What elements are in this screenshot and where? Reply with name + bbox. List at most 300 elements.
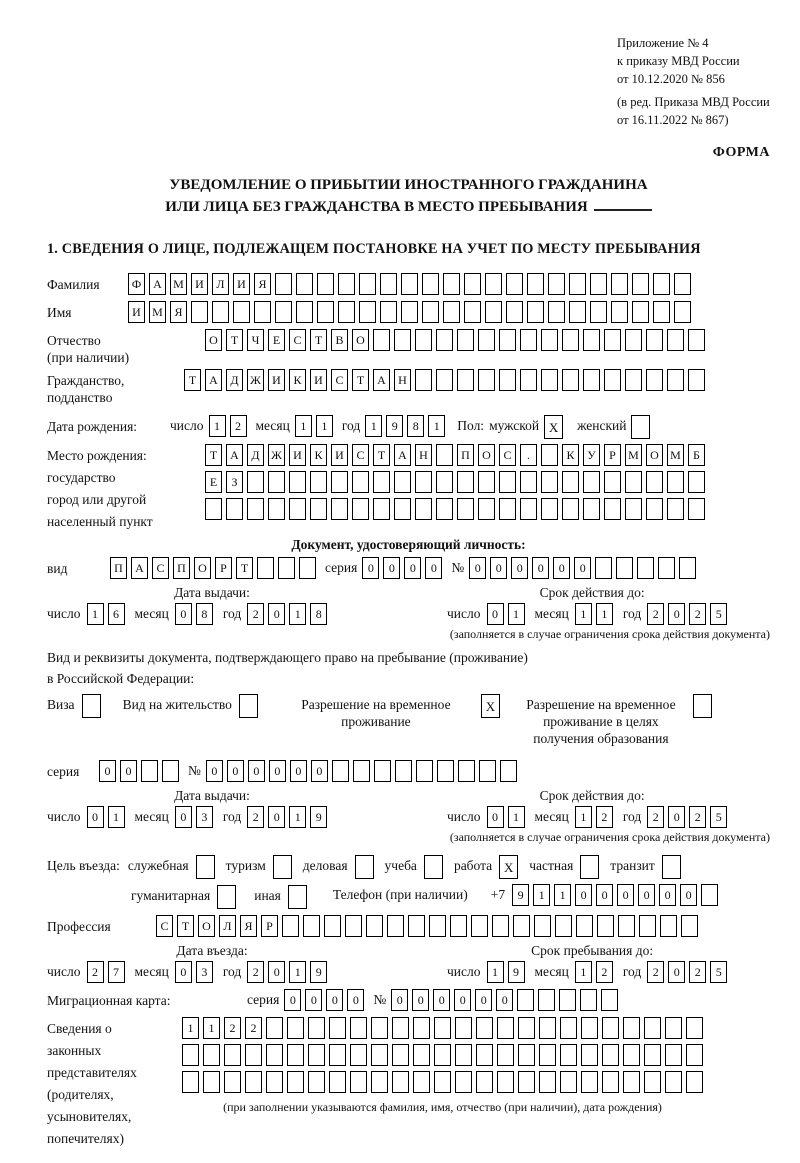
surname-cell[interactable] [464,273,481,295]
until-month-cell[interactable]: 2 [596,961,613,983]
identity-issue-year-cell[interactable]: 2 [247,603,264,625]
stay-number-cell[interactable]: 0 [206,760,223,782]
profession-cell[interactable]: Л [219,915,236,937]
citizenship-cell[interactable]: Д [226,369,243,391]
identity-expiry-month-cell[interactable]: 1 [596,603,613,625]
birth-place-cell[interactable]: Р [604,444,621,466]
citizenship-cell[interactable]: А [205,369,222,391]
stay-number-cell[interactable] [416,760,433,782]
legal-cell[interactable] [665,1044,682,1066]
surname-cell[interactable]: И [233,273,250,295]
identity-issue-day-cell[interactable]: 1 [87,603,104,625]
migration-number-cell[interactable]: 0 [433,989,450,1011]
birth-place-cell[interactable] [625,471,642,493]
patronymic-cell[interactable] [562,329,579,351]
stay-expiry-month-cell[interactable]: 1 [575,806,592,828]
stay-issue-day-cell[interactable]: 1 [108,806,125,828]
birth-place-cell[interactable] [415,471,432,493]
birth-day-cell[interactable]: 2 [230,415,247,437]
birth-place-cell[interactable]: Д [247,444,264,466]
birth-place-cell[interactable] [562,498,579,520]
stay-expiry-year-cell[interactable]: 5 [710,806,727,828]
birth-place-cell[interactable] [478,471,495,493]
birth-place-cell[interactable] [604,498,621,520]
profession-cell[interactable] [534,915,551,937]
birth-place-cell[interactable]: А [226,444,243,466]
surname-cell[interactable] [401,273,418,295]
legal-cell[interactable] [518,1017,535,1039]
birth-month-cell[interactable]: 1 [295,415,312,437]
birth-place-cell[interactable] [352,471,369,493]
surname-cell[interactable] [569,273,586,295]
birth-place-cell[interactable] [541,498,558,520]
profession-cell[interactable] [639,915,656,937]
given-name-cell[interactable] [422,301,439,323]
legal-cell[interactable] [413,1017,430,1039]
legal-cell[interactable] [392,1044,409,1066]
birth-place-cell[interactable]: К [562,444,579,466]
patronymic-cell[interactable] [436,329,453,351]
legal-cell[interactable] [686,1071,703,1093]
stay-number-cell[interactable] [395,760,412,782]
profession-cell[interactable] [597,915,614,937]
birth-place-cell[interactable] [667,471,684,493]
legal-cell[interactable]: 1 [182,1017,199,1039]
patronymic-cell[interactable] [541,329,558,351]
legal-cell[interactable] [560,1071,577,1093]
profession-cell[interactable] [324,915,341,937]
birth-place-cell[interactable]: Т [373,444,390,466]
temp-residence-education-checkbox-cell[interactable] [693,694,712,718]
migration-series-cell[interactable]: 0 [284,989,301,1011]
migration-number-cell[interactable] [538,989,555,1011]
profession-cell[interactable] [282,915,299,937]
patronymic-cell[interactable] [604,329,621,351]
stay-number-cell[interactable]: 0 [227,760,244,782]
doc-number-cell[interactable] [637,557,654,579]
birth-place-cell[interactable] [499,471,516,493]
stay-expiry-year-cell[interactable]: 2 [647,806,664,828]
doc-number-cell[interactable]: 0 [532,557,549,579]
legal-cell[interactable] [434,1017,451,1039]
doc-kind-cell[interactable] [299,557,316,579]
surname-cell[interactable]: Я [254,273,271,295]
birth-place-cell[interactable]: М [625,444,642,466]
citizenship-cell[interactable] [688,369,705,391]
migration-number-cell[interactable]: 0 [454,989,471,1011]
patronymic-cell[interactable]: О [352,329,369,351]
given-name-cell[interactable] [611,301,628,323]
birth-place-cell[interactable]: Н [415,444,432,466]
legal-cell[interactable] [350,1044,367,1066]
profession-cell[interactable] [660,915,677,937]
legal-cell[interactable] [581,1071,598,1093]
entry-year-cell[interactable]: 0 [268,961,285,983]
phone-cell[interactable]: 0 [596,884,613,906]
given-name-cell[interactable] [569,301,586,323]
identity-expiry-month-cell[interactable]: 1 [575,603,592,625]
legal-cell[interactable] [665,1071,682,1093]
stay-series-cell[interactable] [162,760,179,782]
entry-year-cell[interactable]: 1 [289,961,306,983]
stay-issue-year-cell[interactable]: 1 [289,806,306,828]
legal-cell[interactable] [455,1071,472,1093]
until-year-cell[interactable]: 2 [689,961,706,983]
legal-cell[interactable] [644,1044,661,1066]
birth-place-cell[interactable]: И [331,444,348,466]
legal-cell[interactable]: 2 [245,1017,262,1039]
citizenship-cell[interactable] [583,369,600,391]
identity-issue-year-cell[interactable]: 1 [289,603,306,625]
birth-place-cell[interactable] [310,471,327,493]
legal-cell[interactable] [266,1017,283,1039]
gender-female-checkbox-cell[interactable] [631,415,650,439]
legal-cell[interactable] [371,1071,388,1093]
given-name-cell[interactable] [506,301,523,323]
birth-place-cell[interactable] [562,471,579,493]
legal-cell[interactable] [476,1017,493,1039]
stay-issue-year-cell[interactable]: 0 [268,806,285,828]
profession-cell[interactable] [366,915,383,937]
doc-kind-cell[interactable]: О [194,557,211,579]
birth-place-cell[interactable] [583,498,600,520]
legal-cell[interactable] [203,1044,220,1066]
birth-day-cell[interactable]: 1 [209,415,226,437]
doc-series-cell[interactable]: 0 [425,557,442,579]
birth-place-cell[interactable]: А [394,444,411,466]
birth-place-cell[interactable]: П [457,444,474,466]
identity-issue-day-cell[interactable]: 6 [108,603,125,625]
legal-cell[interactable] [350,1071,367,1093]
birth-place-cell[interactable] [520,498,537,520]
doc-kind-cell[interactable]: С [152,557,169,579]
doc-number-cell[interactable]: 0 [490,557,507,579]
profession-cell[interactable] [492,915,509,937]
given-name-cell[interactable] [233,301,250,323]
business-checkbox-cell[interactable] [355,855,374,879]
profession-cell[interactable] [345,915,362,937]
birth-place-cell[interactable] [541,444,558,466]
birth-place-cell[interactable] [688,471,705,493]
profession-cell[interactable] [618,915,635,937]
identity-expiry-day-cell[interactable]: 0 [487,603,504,625]
birth-place-cell[interactable] [646,498,663,520]
given-name-cell[interactable] [590,301,607,323]
patronymic-cell[interactable] [625,329,642,351]
surname-cell[interactable] [653,273,670,295]
migration-number-cell[interactable]: 0 [496,989,513,1011]
identity-issue-year-cell[interactable]: 0 [268,603,285,625]
stay-number-cell[interactable]: 0 [248,760,265,782]
legal-cell[interactable] [518,1044,535,1066]
legal-cell[interactable] [182,1044,199,1066]
patronymic-cell[interactable]: Ч [247,329,264,351]
legal-cell[interactable] [623,1044,640,1066]
legal-cell[interactable] [392,1071,409,1093]
surname-cell[interactable] [422,273,439,295]
given-name-cell[interactable] [527,301,544,323]
legal-cell[interactable] [371,1017,388,1039]
stay-number-cell[interactable]: 0 [269,760,286,782]
birth-place-cell[interactable]: О [646,444,663,466]
migration-number-cell[interactable] [517,989,534,1011]
birth-place-cell[interactable]: . [520,444,537,466]
legal-cell[interactable] [308,1071,325,1093]
given-name-cell[interactable] [653,301,670,323]
legal-cell[interactable] [686,1017,703,1039]
patronymic-cell[interactable] [457,329,474,351]
entry-month-cell[interactable]: 0 [175,961,192,983]
doc-number-cell[interactable] [595,557,612,579]
legal-cell[interactable] [308,1017,325,1039]
legal-cell[interactable] [602,1017,619,1039]
identity-expiry-year-cell[interactable]: 0 [668,603,685,625]
profession-cell[interactable] [555,915,572,937]
legal-cell[interactable] [539,1071,556,1093]
patronymic-cell[interactable] [394,329,411,351]
study-checkbox-cell[interactable] [424,855,443,879]
patronymic-cell[interactable] [499,329,516,351]
legal-cell[interactable] [539,1044,556,1066]
profession-cell[interactable] [387,915,404,937]
doc-kind-cell[interactable]: А [131,557,148,579]
surname-cell[interactable] [611,273,628,295]
residence-permit-checkbox-cell[interactable] [239,694,258,718]
patronymic-cell[interactable] [667,329,684,351]
birth-place-cell[interactable] [352,498,369,520]
surname-cell[interactable] [275,273,292,295]
birth-year-cell[interactable]: 9 [386,415,403,437]
official-checkbox-cell[interactable] [196,855,215,879]
identity-expiry-year-cell[interactable]: 5 [710,603,727,625]
surname-cell[interactable] [380,273,397,295]
legal-cell[interactable] [602,1071,619,1093]
birth-place-cell[interactable]: С [499,444,516,466]
surname-cell[interactable] [359,273,376,295]
birth-place-cell[interactable] [289,498,306,520]
legal-cell[interactable] [287,1017,304,1039]
patronymic-cell[interactable] [478,329,495,351]
birth-year-cell[interactable]: 1 [428,415,445,437]
patronymic-cell[interactable]: В [331,329,348,351]
migration-series-cell[interactable]: 0 [326,989,343,1011]
doc-series-cell[interactable]: 0 [404,557,421,579]
legal-cell[interactable] [623,1017,640,1039]
citizenship-cell[interactable]: Н [394,369,411,391]
birth-month-cell[interactable]: 1 [316,415,333,437]
until-year-cell[interactable]: 0 [668,961,685,983]
doc-number-cell[interactable]: 0 [511,557,528,579]
birth-place-cell[interactable] [457,498,474,520]
until-month-cell[interactable]: 1 [575,961,592,983]
profession-cell[interactable] [450,915,467,937]
migration-series-cell[interactable]: 0 [347,989,364,1011]
surname-cell[interactable] [527,273,544,295]
patronymic-cell[interactable] [583,329,600,351]
legal-cell[interactable] [287,1071,304,1093]
given-name-cell[interactable] [338,301,355,323]
profession-cell[interactable]: О [198,915,215,937]
private-checkbox-cell[interactable] [580,855,599,879]
surname-cell[interactable]: Ф [128,273,145,295]
legal-cell[interactable] [329,1044,346,1066]
birth-place-cell[interactable] [478,498,495,520]
entry-month-cell[interactable]: 3 [196,961,213,983]
legal-cell[interactable] [644,1071,661,1093]
citizenship-cell[interactable] [541,369,558,391]
patronymic-cell[interactable] [415,329,432,351]
surname-cell[interactable] [338,273,355,295]
phone-cell[interactable]: 1 [533,884,550,906]
patronymic-cell[interactable] [373,329,390,351]
phone-cell[interactable]: 0 [659,884,676,906]
citizenship-cell[interactable] [415,369,432,391]
birth-place-cell[interactable] [667,498,684,520]
surname-cell[interactable] [590,273,607,295]
citizenship-cell[interactable] [625,369,642,391]
birth-place-cell[interactable]: К [310,444,327,466]
stay-number-cell[interactable] [500,760,517,782]
stay-expiry-day-cell[interactable]: 0 [487,806,504,828]
birth-place-cell[interactable]: С [352,444,369,466]
stay-series-cell[interactable]: 0 [120,760,137,782]
legal-cell[interactable] [413,1071,430,1093]
identity-expiry-day-cell[interactable]: 1 [508,603,525,625]
birth-place-cell[interactable] [520,471,537,493]
birth-place-cell[interactable] [205,498,222,520]
stay-number-cell[interactable] [458,760,475,782]
legal-cell[interactable] [476,1044,493,1066]
birth-place-cell[interactable] [583,471,600,493]
surname-cell[interactable]: А [149,273,166,295]
doc-series-cell[interactable]: 0 [362,557,379,579]
birth-place-cell[interactable]: Е [205,471,222,493]
legal-cell[interactable] [560,1017,577,1039]
stay-issue-day-cell[interactable]: 0 [87,806,104,828]
birth-year-cell[interactable]: 1 [365,415,382,437]
temp-residence-checkbox-cell[interactable]: X [481,694,500,718]
doc-number-cell[interactable] [616,557,633,579]
birth-place-cell[interactable] [268,498,285,520]
stay-number-cell[interactable] [437,760,454,782]
migration-series-cell[interactable]: 0 [305,989,322,1011]
legal-cell[interactable] [308,1044,325,1066]
birth-place-cell[interactable] [226,498,243,520]
phone-cell[interactable] [701,884,718,906]
given-name-cell[interactable] [674,301,691,323]
legal-cell[interactable] [329,1017,346,1039]
doc-kind-cell[interactable] [278,557,295,579]
birth-place-cell[interactable] [268,471,285,493]
citizenship-cell[interactable] [604,369,621,391]
legal-cell[interactable] [602,1044,619,1066]
patronymic-cell[interactable] [688,329,705,351]
transit-checkbox-cell[interactable] [662,855,681,879]
legal-cell[interactable] [560,1044,577,1066]
citizenship-cell[interactable] [499,369,516,391]
doc-kind-cell[interactable]: П [110,557,127,579]
profession-cell[interactable]: Я [240,915,257,937]
citizenship-cell[interactable] [478,369,495,391]
citizenship-cell[interactable] [562,369,579,391]
identity-expiry-year-cell[interactable]: 2 [647,603,664,625]
birth-place-cell[interactable]: И [289,444,306,466]
legal-cell[interactable] [497,1017,514,1039]
migration-number-cell[interactable]: 0 [412,989,429,1011]
birth-year-cell[interactable]: 8 [407,415,424,437]
doc-number-cell[interactable] [658,557,675,579]
legal-cell[interactable] [623,1071,640,1093]
doc-number-cell[interactable] [679,557,696,579]
citizenship-cell[interactable]: С [331,369,348,391]
citizenship-cell[interactable] [457,369,474,391]
phone-cell[interactable]: 9 [512,884,529,906]
phone-cell[interactable]: 0 [575,884,592,906]
entry-year-cell[interactable]: 2 [247,961,264,983]
birth-place-cell[interactable] [373,471,390,493]
stay-number-cell[interactable]: 0 [311,760,328,782]
stay-expiry-day-cell[interactable]: 1 [508,806,525,828]
legal-cell[interactable] [413,1044,430,1066]
citizenship-cell[interactable]: Т [352,369,369,391]
birth-place-cell[interactable] [289,471,306,493]
legal-cell[interactable] [245,1044,262,1066]
given-name-cell[interactable] [191,301,208,323]
migration-number-cell[interactable] [601,989,618,1011]
profession-cell[interactable] [681,915,698,937]
migration-number-cell[interactable] [559,989,576,1011]
citizenship-cell[interactable]: Т [184,369,201,391]
birth-place-cell[interactable] [625,498,642,520]
birth-place-cell[interactable]: З [226,471,243,493]
migration-number-cell[interactable]: 0 [475,989,492,1011]
phone-cell[interactable]: 0 [638,884,655,906]
identity-expiry-year-cell[interactable]: 2 [689,603,706,625]
legal-cell[interactable] [518,1071,535,1093]
legal-cell[interactable] [182,1071,199,1093]
birth-place-cell[interactable] [457,471,474,493]
legal-cell[interactable] [266,1044,283,1066]
doc-kind-cell[interactable]: Т [236,557,253,579]
legal-cell[interactable] [287,1044,304,1066]
birth-place-cell[interactable] [247,498,264,520]
legal-cell[interactable] [329,1071,346,1093]
legal-cell[interactable] [434,1071,451,1093]
given-name-cell[interactable] [632,301,649,323]
birth-place-cell[interactable] [415,498,432,520]
given-name-cell[interactable] [359,301,376,323]
legal-cell[interactable] [434,1044,451,1066]
birth-place-cell[interactable] [541,471,558,493]
legal-cell[interactable] [476,1071,493,1093]
entry-year-cell[interactable]: 9 [310,961,327,983]
birth-place-cell[interactable] [646,471,663,493]
given-name-cell[interactable] [296,301,313,323]
legal-cell[interactable] [581,1044,598,1066]
birth-place-cell[interactable]: О [478,444,495,466]
birth-place-cell[interactable] [436,498,453,520]
patronymic-cell[interactable]: О [205,329,222,351]
until-year-cell[interactable]: 5 [710,961,727,983]
work-checkbox-cell[interactable]: X [499,855,518,879]
birth-place-cell[interactable] [394,498,411,520]
patronymic-cell[interactable]: С [289,329,306,351]
entry-day-cell[interactable]: 2 [87,961,104,983]
citizenship-cell[interactable] [667,369,684,391]
surname-cell[interactable]: И [191,273,208,295]
surname-cell[interactable] [317,273,334,295]
patronymic-cell[interactable]: Т [310,329,327,351]
